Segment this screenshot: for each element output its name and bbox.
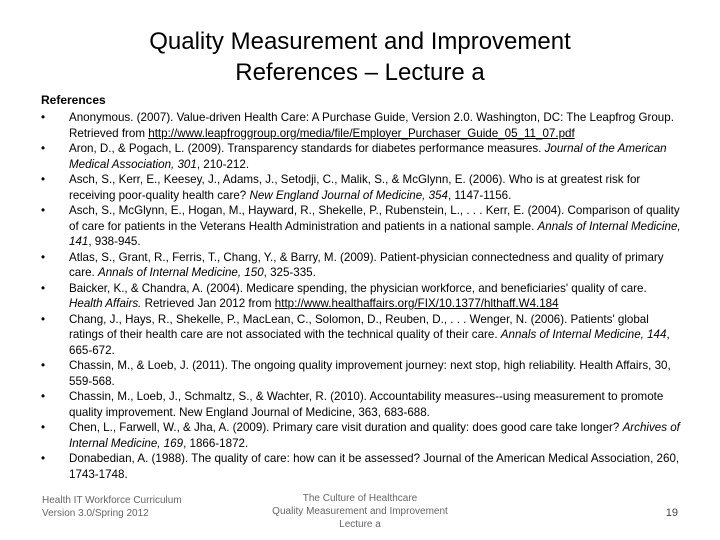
reference-text: , 1866-1872. — [183, 436, 249, 450]
reference-text: , 665-672. — [69, 328, 670, 357]
footer-course — [255, 492, 465, 531]
reference-text: , 938-945. — [88, 235, 141, 248]
reference-link[interactable]: http://www.healthaffairs.org/FIX/10.1377/hlthaff.W4.184 — [274, 297, 559, 310]
reference-item — [41, 141, 681, 172]
bullet-icon: • — [41, 250, 46, 264]
reference-item — [41, 203, 681, 250]
reference-text: Baicker, K., & Chandra, A. (2004). Medicare spending, the physician workforce, and beneficiaries' quality of care. — [69, 281, 647, 295]
bullet-icon: • — [41, 204, 46, 217]
reference-text: Donabedian, A. (1988). The quality of care: how can it be assessed? Journal of the American Medical Association, 260, 1743-1748. — [69, 452, 680, 481]
bullet-icon: • — [41, 111, 46, 124]
footer-course-line-3: Lecture a — [339, 519, 381, 530]
reference-text: Aron, D., & Pogach, L. (2009). Transparency standards for diabetes performance measures. — [69, 142, 545, 155]
bullet-icon: • — [41, 359, 46, 372]
footer-course-line-1: The Culture of Healthcare — [302, 493, 418, 504]
slide-title-line-2: References – Lecture a — [235, 59, 485, 86]
bullet-icon: • — [41, 452, 46, 465]
reference-text: , 1147-1156. — [447, 188, 512, 202]
bullet-icon: • — [41, 142, 46, 155]
bullet-icon: • — [41, 281, 46, 295]
reference-source: Annals of Internal Medicine, 144 — [500, 328, 667, 341]
reference-text: Retrieved Jan 2012 from — [141, 297, 275, 310]
bullet-icon: • — [41, 421, 46, 434]
reference-item — [41, 420, 681, 451]
references-heading: References — [41, 93, 106, 107]
reference-text: Chassin, M., & Loeb, J. (2011). The ongoing quality improvement journey: next stop, high reliability. Health Affairs, 30, 559-568. — [69, 359, 671, 388]
reference-item — [41, 250, 681, 281]
bullet-icon: • — [41, 312, 46, 326]
reference-item — [41, 358, 681, 389]
slide-title-line-1: Quality Measurement and Improvement — [149, 28, 571, 55]
footer-curriculum — [42, 494, 182, 520]
reference-text: Anonymous. (2007). Value-driven Health Care: A Purchase Guide, Version 2.0. Washington, DC: The Leapfrog Group. Retrieved from — [69, 111, 674, 140]
reference-item — [41, 451, 681, 482]
reference-text: Chang, J., Hays, R., Shekelle, P., MacLean, C., Solomon, D., Reuben, D., . . . Wenger, N. (2006). Patients' global ratings of their health care are not associated with the technical quality of their care. — [69, 312, 649, 341]
reference-source: Archives of Internal Medicine, 169 — [69, 421, 680, 450]
bullet-icon: • — [41, 390, 46, 403]
reference-source: Annals of Internal Medicine, 150 — [98, 266, 264, 279]
reference-text: , 210-212. — [196, 157, 250, 171]
page-number: 19 — [665, 507, 678, 519]
reference-link[interactable]: http://www.leapfroggroup.org/media/file/Employer_Purchaser_Guide_05_11_07.pdf — [148, 126, 575, 140]
reference-text: Atlas, S., Grant, R., Ferris, T., Chang, Y., & Barry, M. (2009). Patient-physician connectedness and quality of primary care. — [69, 250, 664, 279]
footer-curriculum-line-1: Health IT Workforce Curriculum — [42, 495, 182, 506]
reference-source: New England Journal of Medicine, 354 — [249, 188, 448, 202]
reference-source: Health Affairs. — [69, 297, 142, 310]
footer-curriculum-line-2: Version 3.0/Spring 2012 — [42, 508, 149, 519]
reference-text: Chen, L., Farwell, W., & Jha, A. (2009). Primary care visit duration and quality: does good care take longer? — [69, 421, 623, 434]
reference-text: , 325-335. — [263, 266, 316, 279]
reference-text: Asch, S., McGlynn, E., Hogan, M., Hayward, R., Shekelle, P., Rubenstein, L., . . . Kerr, E. (2004). Comparison of quality of care for patients in the Veterans Health Administration and patients in a national sample. — [69, 204, 680, 233]
slide-title — [60, 26, 660, 88]
reference-item — [41, 312, 681, 359]
footer-course-line-2: Quality Measurement and Improvement — [272, 506, 448, 517]
reference-text: Asch, S., Kerr, E., Keesey, J., Adams, J., Setodji, C., Malik, S., & McGlynn, E. (2006). Who is at greatest risk for receiving poor-quality health care? — [69, 173, 641, 202]
reference-item — [41, 281, 681, 312]
reference-item — [41, 110, 681, 141]
bullet-icon: • — [41, 173, 46, 186]
reference-item — [41, 389, 681, 420]
reference-source: Journal of the American Medical Association, 301 — [69, 142, 667, 171]
reference-item — [41, 172, 681, 203]
reference-text: Chassin, M., Loeb, J., Schmaltz, S., & Wachter, R. (2010). Accountability measures--using measurement to promote quality improvement. New England Journal of Medicine, 363, 683-688. — [69, 390, 664, 419]
references-list — [41, 110, 681, 482]
reference-source: Annals of Internal Medicine, 141 — [69, 219, 681, 248]
